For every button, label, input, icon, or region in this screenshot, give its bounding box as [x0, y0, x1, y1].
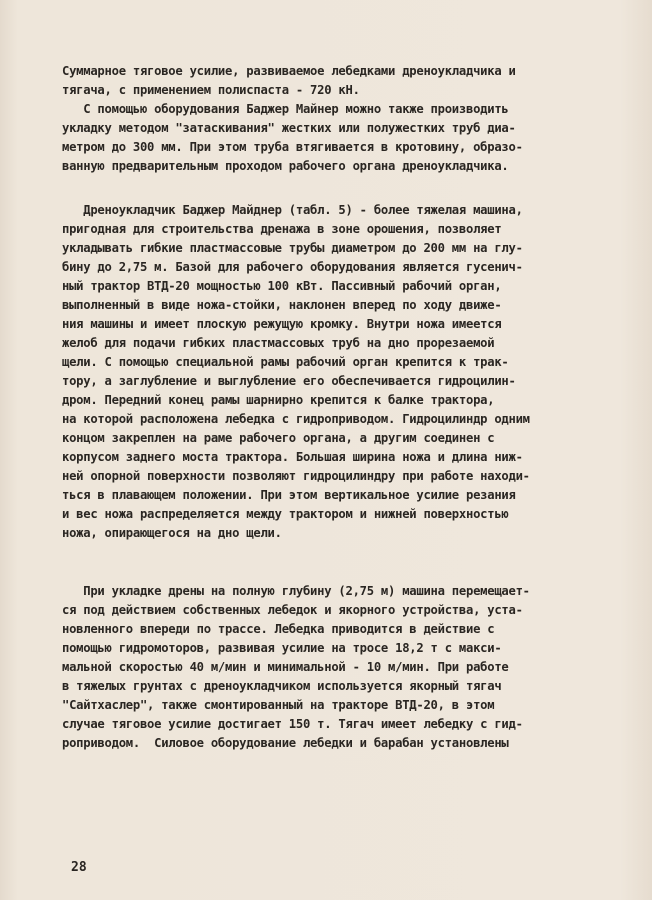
- text-line: тору, а заглубление и выглубление его обеспечивается гидроцилин-: [62, 374, 516, 388]
- text-line: щели. С помощью специальной рамы рабочий орган крепится к трак-: [62, 355, 509, 369]
- text-line: мальной скоростью 40 м/мин и минимальной - 10 м/мин. При работе: [62, 660, 509, 674]
- text-line: метром до 300 мм. При этом труба втягивается в кротовину, образо-: [62, 140, 523, 154]
- text-line: С помощью оборудования Баджер Майнер можно также производить: [62, 102, 509, 116]
- paragraph-2: [62, 100, 622, 176]
- paragraph-4: [62, 582, 622, 753]
- text-line: "Сайтхаслер", также смонтированный на тракторе ВТД-20, в этом: [62, 698, 495, 712]
- text-line: корпусом заднего моста трактора. Большая ширина ножа и длина ниж-: [62, 450, 523, 464]
- text-line: желоб для подачи гибких пластмассовых труб на дно прорезаемой: [62, 336, 495, 350]
- text-line: Дреноукладчик Баджер Майднер (табл. 5) - более тяжелая машина,: [62, 203, 523, 217]
- text-line: пригодная для строительства дренажа в зоне орошения, позволяет: [62, 222, 502, 236]
- text-line: роприводом. Силовое оборудование лебедки и барабан установлены: [62, 736, 509, 750]
- text-line: помощью гидромоторов, развивая усилие на тросе 18,2 т с макси-: [62, 641, 502, 655]
- paragraph-1: [62, 62, 622, 100]
- text-line: ться в плавающем положении. При этом вертикальное усилие резания: [62, 488, 516, 502]
- text-line: выполненный в виде ножа-стойки, наклонен вперед по ходу движе-: [62, 298, 502, 312]
- text-line: ся под действием собственных лебедок и якорного устройства, уста-: [62, 603, 523, 617]
- text-line: в тяжелых грунтах с дреноукладчиком используется якорный тягач: [62, 679, 502, 693]
- text-line: случае тяговое усилие достигает 150 т. Тягач имеет лебедку с гид-: [62, 717, 523, 731]
- text-line: концом закреплен на раме рабочего органа, а другим соединен с: [62, 431, 495, 445]
- text-line: и вес ножа распределяется между трактором и нижней поверхностью: [62, 507, 509, 521]
- text-line: Суммарное тяговое усилие, развиваемое лебедками дреноукладчика и: [62, 64, 516, 78]
- paragraph-3: [62, 201, 622, 543]
- text-line: ный трактор ВТД-20 мощностью 100 кВт. Пассивный рабочий орган,: [62, 279, 502, 293]
- text-line: При укладке дрены на полную глубину (2,75 м) машина перемещает-: [62, 584, 530, 598]
- text-line: на которой расположена лебедка с гидроприводом. Гидроцилиндр одним: [62, 412, 530, 426]
- text-line: бину до 2,75 м. Базой для рабочего оборудования является гусенич-: [62, 260, 523, 274]
- text-line: ножа, опирающегося на дно щели.: [62, 526, 282, 540]
- text-line: новленного впереди по трассе. Лебедка приводится в действие с: [62, 622, 495, 636]
- text-line: тягача, с применением полиспаста - 720 кН.: [62, 83, 360, 97]
- text-line: ванную предварительным проходом рабочего органа дреноукладчика.: [62, 159, 509, 173]
- text-line: ней опорной поверхности позволяют гидроцилиндру при работе находи-: [62, 469, 530, 483]
- page-number: 28: [71, 860, 87, 875]
- text-line: дром. Передний конец рамы шарнирно крепится к балке трактора,: [62, 393, 495, 407]
- text-line: укладывать гибкие пластмассовые трубы диаметром до 200 мм на глу-: [62, 241, 523, 255]
- text-line: ния машины и имеет плоскую режущую кромку. Внутри ножа имеется: [62, 317, 502, 331]
- text-line: укладку методом "затаскивания" жестких или полужестких труб диа-: [62, 121, 516, 135]
